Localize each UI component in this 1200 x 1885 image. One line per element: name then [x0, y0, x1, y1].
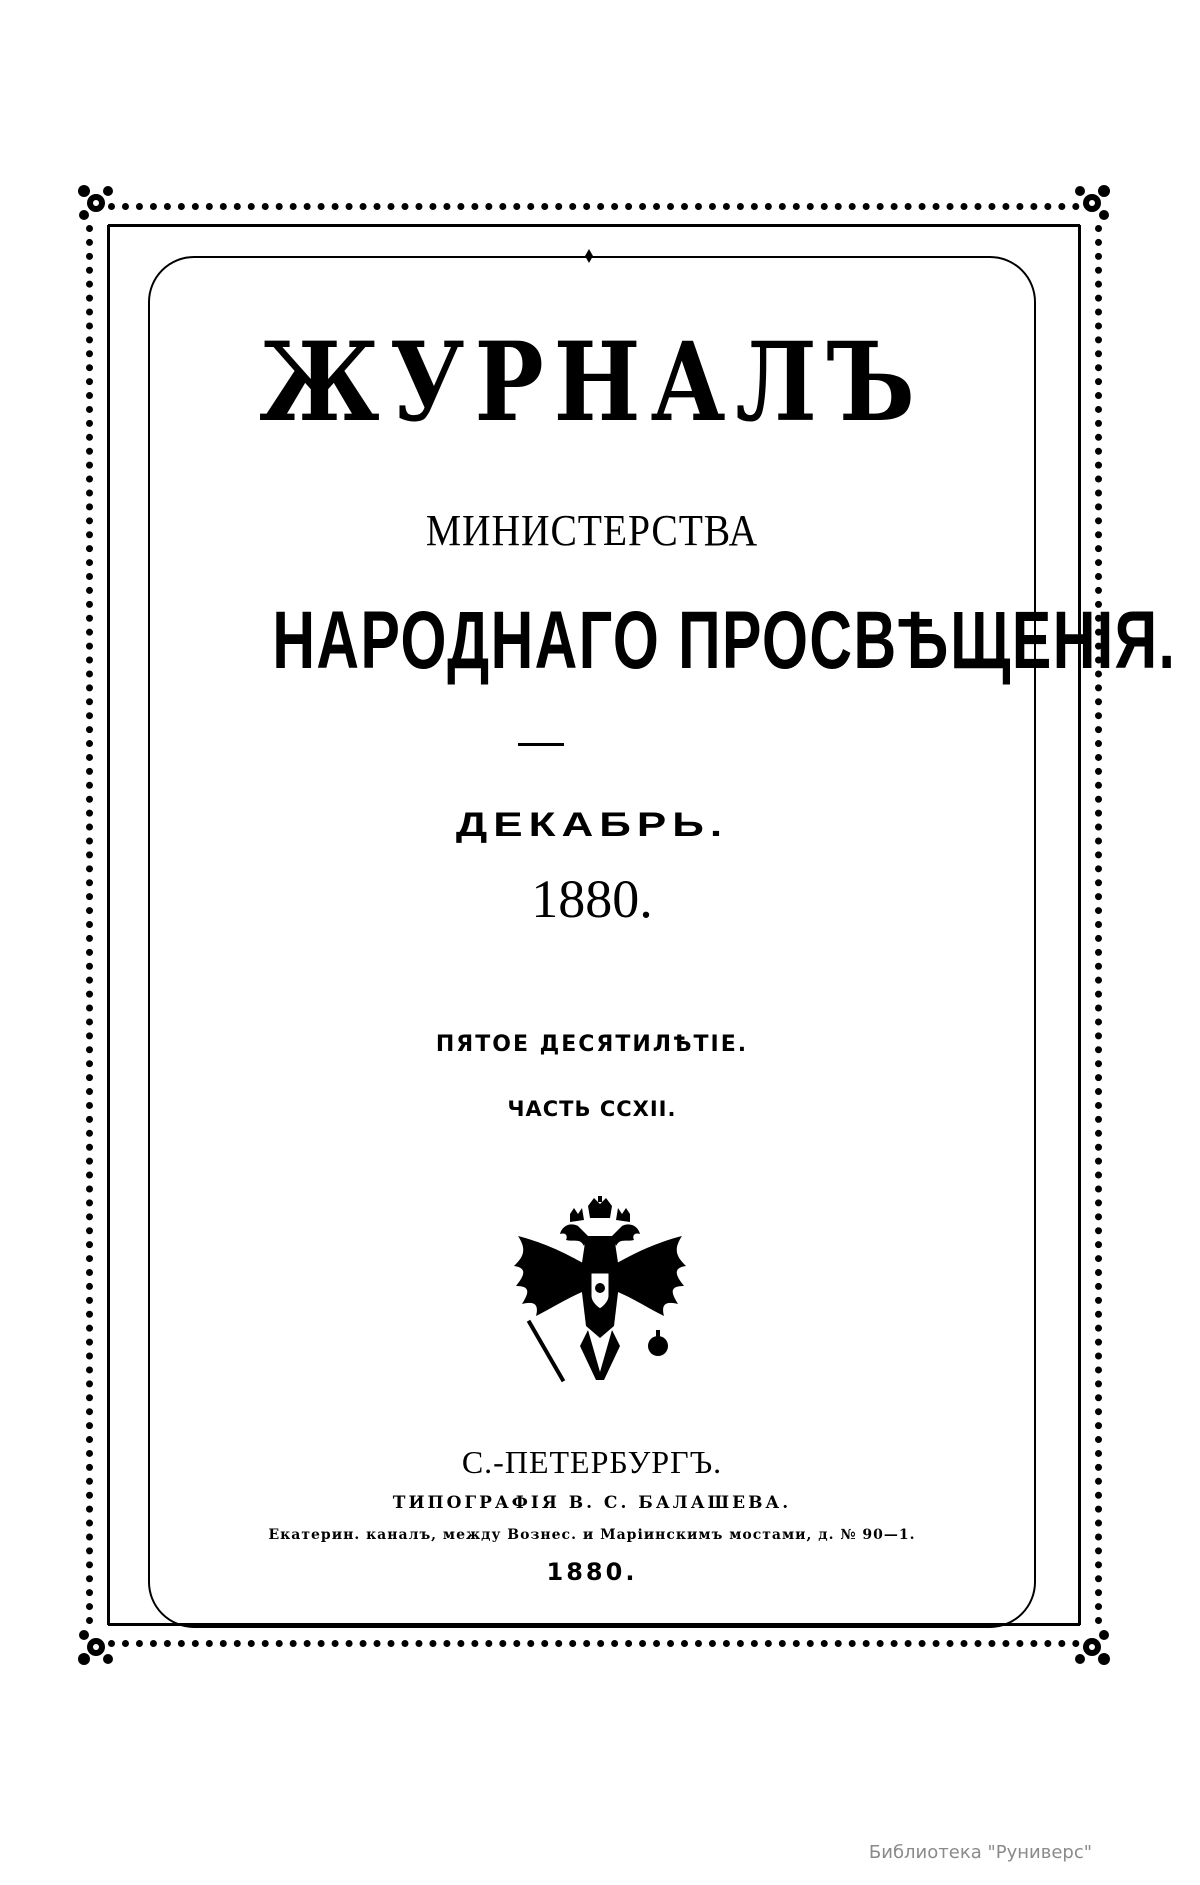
border-chain-top — [108, 203, 1080, 227]
ministry-line: МИНИСТЕРСТВА — [425, 506, 759, 555]
education-line: НАРОДНАГО ПРОСВѢЩЕНІЯ. — [272, 595, 1177, 686]
frame-ornament-icon — [582, 248, 596, 262]
double-headed-eagle-icon — [508, 1196, 692, 1396]
corner-ornament-icon — [76, 183, 116, 223]
border-chain-left — [86, 225, 110, 1625]
issue-decade: ПЯТОЕ ДЕСЯТИЛѢТІЕ. — [435, 1032, 749, 1057]
border-chain-right — [1078, 225, 1102, 1625]
issue-month: ДЕКАБРЬ. — [455, 805, 729, 844]
divider — [518, 743, 564, 746]
journal-title: ЖУРНАЛЪ — [259, 318, 925, 446]
corner-ornament-icon — [1072, 1627, 1112, 1667]
library-watermark: Библиотека "Руниверс" — [868, 1842, 1092, 1863]
imprint-printer: ТИПОГРАФІЯ В. С. БАЛАШЕВА. — [392, 1493, 792, 1513]
issue-part: ЧАСТЬ CCXII. — [507, 1097, 677, 1121]
corner-ornament-icon — [76, 1627, 116, 1667]
issue-year: 1880. — [531, 869, 653, 929]
imprint-city: С.-ПЕТЕРБУРГЪ. — [461, 1444, 723, 1480]
imprint-year: 1880. — [546, 1558, 638, 1586]
imprint-address: Екатерин. каналъ, между Вознес. и Маріинскимъ мостами, д. № 90—1. — [268, 1527, 916, 1543]
corner-ornament-icon — [1072, 183, 1112, 223]
inner-rounded-frame — [148, 256, 1177, 1628]
